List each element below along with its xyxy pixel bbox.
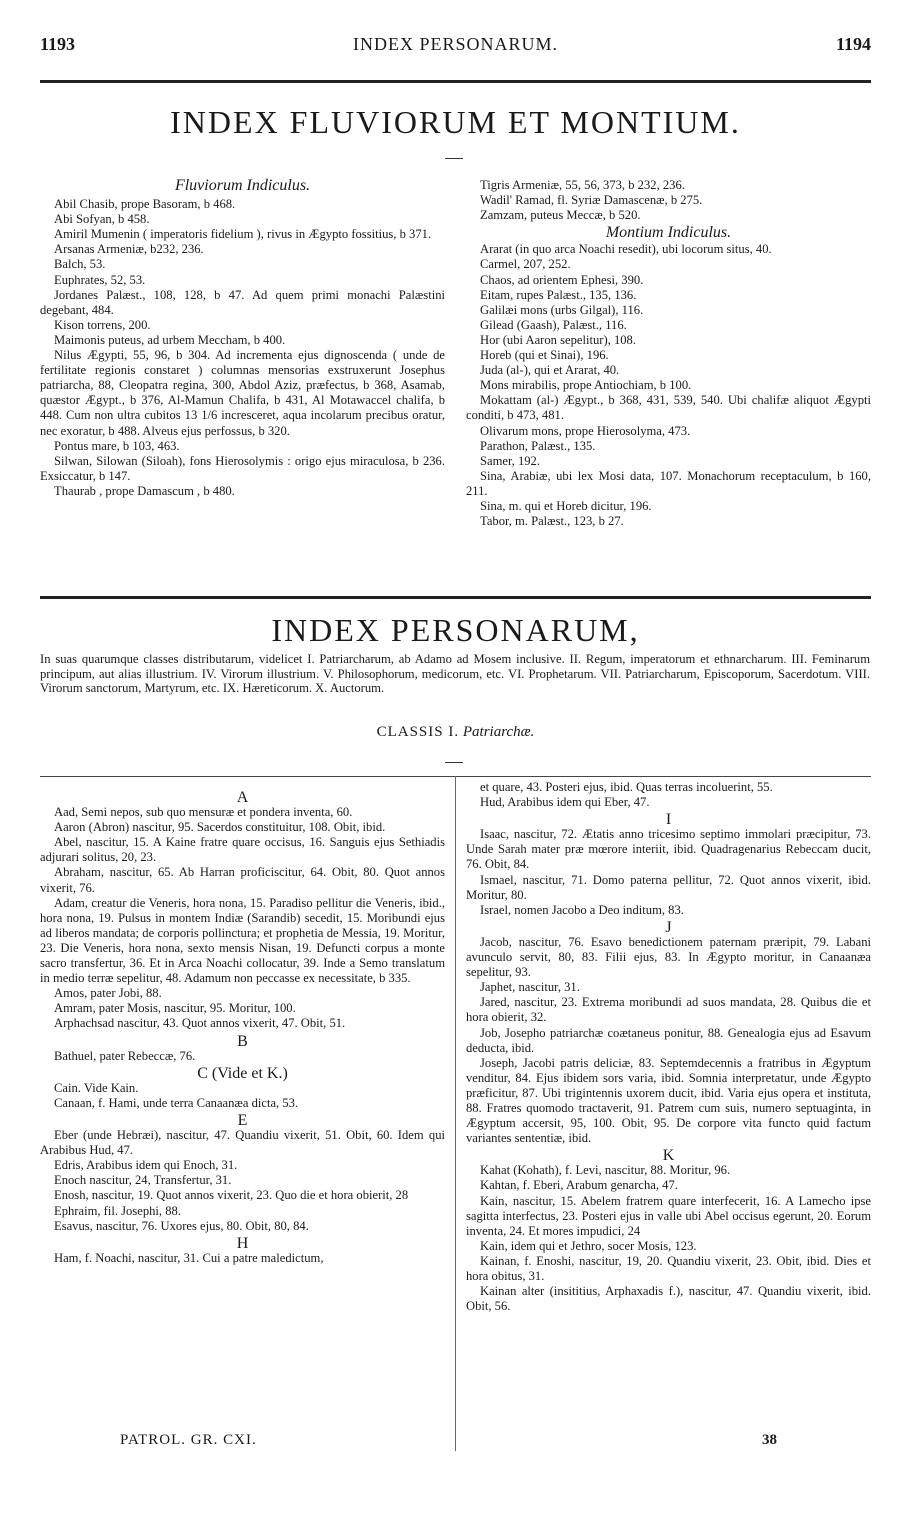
index-entry: Ham, f. Noachi, nascitur, 31. Cui a patre maledictum, — [54, 1250, 324, 1265]
index-entry: Tigris Armeniæ, 55, 56, 373, b 232, 236. — [480, 178, 685, 192]
index-entry: Enoch nascitur, 24, Transfertur, 31. — [54, 1173, 232, 1188]
index-entry: Kainan alter (insititius, Arphaxadis f.), nascitur, 47. Quandiu vixerit, ibid. Obit, 56. — [466, 1284, 871, 1314]
rivers-list — [40, 197, 445, 499]
letter-c: C (Vide et K.) — [197, 1064, 288, 1082]
rivers-list-continued — [466, 178, 871, 223]
letter-i: I — [665, 811, 672, 829]
k-entries — [466, 1163, 871, 1314]
index-entry: Amram, pater Mosis, nascitur, 95. Moritur, 100. — [54, 1001, 296, 1016]
classis-label: CLASSIS I. — [376, 724, 460, 740]
running-title: INDEX PERSONARUM. — [352, 34, 558, 54]
i-entries — [466, 827, 871, 918]
index-entry: Kain, idem qui et Jethro, socer Mosis, 123. — [480, 1238, 697, 1253]
index-entry: Abraham, nascitur, 65. Ab Harran proficiscitur, 64. Obit, 80. Quot annos vixerit, 76. — [40, 865, 445, 895]
classis-heading — [0, 724, 911, 741]
j-entries — [466, 935, 871, 1146]
index-entry: Job, Josepho patriarchæ coætaneus ponitur, 88. Genealogia ejus ad Esavum deducta, ibid. — [466, 1025, 871, 1055]
mountains-list — [466, 242, 871, 529]
index-entry: Nilus Ægypti, 55, 96, b 304. Ad incrementa ejus dignoscenda ( unde de fertilitate regionis constaret ) columnas mensorias exstruxerunt Josephus patriarcha, 88, Cleopatra regina, 300, Abdol Aziz, præfectus, b 368, Asamab, quæstor Ægypt., b 376, Al-Mamun Chalifa, b 431, Al Motawaccel chalifa, b 448. Cum non ultra cubitos 13 1/6 incresceret, aqua incolarum precibus oratur, nec exoratur, b 488. Alveus ejus perfossus, b 320. — [40, 348, 445, 438]
index-entry: Jordanes Palæst., 108, 128, b 47. Ad quem primi monachi Palæstini degebant, 484. — [40, 287, 445, 317]
mountains-column — [466, 178, 871, 529]
index-entry: Amiril Mumenin ( imperatoris fidelium ), rivus in Ægypto fossitius, b 371. — [54, 227, 432, 242]
title-dash — [445, 158, 463, 159]
running-header — [40, 34, 871, 58]
index-entry: Kain, nascitur, 15. Abelem fratrem quare interfecerit, 16. A Lamecho ipse sagitta interfectus, 23. Posteri ejus in valle ubi Abel occisus egerunt, 20. Eorum inventa, 24. Et mores impudici, 24 — [466, 1193, 871, 1238]
index-entry: Enosh, nascitur, 19. Quot annos vixerit, 23. Quo die et hora obierit, 28 — [54, 1188, 409, 1203]
index-entry: Chaos, ad orientem Ephesi, 390. — [480, 272, 644, 287]
index-entry: Jared, nascitur, 23. Extrema moribundi ad suos mandata, 28. Quibus die et hora obierit, 32. — [466, 995, 871, 1025]
index-entry: Eitam, rupes Palæst., 135, 136. — [480, 287, 637, 302]
letter-b: B — [237, 1032, 248, 1050]
index-entry: Isaac, nascitur, 72. Ætatis anno tricesimo septimo immolari præcipitur, 73. Unde Sarah mater præ mœrore interiit, ibid. Quadragenarius Rebeccam ducit, 76. Obit, 84. — [466, 827, 871, 872]
index-entry: Mons mirabilis, prope Antiochiam, b 100. — [480, 378, 692, 393]
classis-dash — [445, 762, 463, 763]
index-entry: Cain. Vide Kain. — [54, 1080, 139, 1095]
b-entries — [40, 1049, 445, 1064]
index-entry: Galilæi mons (urbs Gilgal), 116. — [480, 302, 644, 317]
index-entry: Euphrates, 52, 53. — [54, 272, 146, 287]
index-entry: Kahat (Kohath), f. Levi, nascitur, 88. Moritur, 96. — [480, 1163, 731, 1178]
classis-name: Patriarchæ. — [462, 724, 535, 740]
c-entries — [40, 1081, 445, 1111]
index-entry: Olivarum mons, prope Hierosolyma, 473. — [480, 423, 691, 438]
index-entry: Amos, pater Jobi, 88. — [54, 986, 162, 1001]
letter-a: A — [236, 789, 249, 806]
index-entry: Wadil' Ramad, fl. Syriæ Damascenæ, b 275. — [480, 193, 703, 208]
index-entry: Juda (al-), qui et Ararat, 40. — [480, 363, 620, 378]
page-number-left: 1193 — [40, 34, 76, 54]
index-entry: Edris, Arabibus idem qui Enoch, 31. — [54, 1158, 238, 1173]
index-entry: Ismael, nascitur, 71. Domo paterna pellitur, 72. Quot annos vixerit, ibid. Moritur, 80. — [466, 872, 871, 902]
index-entry: Samer, 192. — [480, 453, 541, 468]
index-entry: Esavus, nascitur, 76. Uxores ejus, 80. Obit, 80, 84. — [54, 1218, 309, 1233]
index-entry: Silwan, Silowan (Siloah), fons Hierosolymis : origo ejus miraculosa, b 236. Exsiccatur, b 147. — [40, 453, 445, 483]
index-entry: Abel, nascitur, 15. A Kaine fratre quare occisus, 16. Sanguis ejus Sethiadis adjurari solitus, 20, 23. — [40, 835, 445, 865]
letter-k: K — [662, 1147, 675, 1165]
index-entry: Kahtan, f. Eberi, Arabum genarcha, 47. — [480, 1178, 678, 1193]
index-entry: Eber (unde Hebræi), nascitur, 47. Quandiu vixerit, 51. Obit, 60. Idem qui Arabibus Hud, 47. — [40, 1128, 445, 1158]
index-entry: Sina, m. qui et Horeb dicitur, 196. — [480, 498, 652, 513]
a-entries — [40, 805, 445, 1031]
section1-title: INDEX FLUVIORUM ET MONTIUM. — [170, 104, 741, 140]
index-entry: Kison torrens, 200. — [54, 317, 151, 332]
index-entry: Abi Sofyan, b 458. — [54, 212, 150, 227]
section-rule — [40, 596, 871, 599]
index-entry: Israel, nomen Jacobo a Deo inditum, 83. — [480, 902, 684, 917]
index-entry: Adam, creatur die Veneris, hora nona, 15. Paradiso pellitur die Veneris, ibid., hora nona, 19. Pulsus in montem Indiæ (Sarandib) secedit, 15. Moribundi ejus ad liberos mandata; de corporis pollinctura; et prophetia de Messia, 19. Moritur, 23. Die Veneris, hora nona, sexto mensis Nisan, 19. Defuncti corpus a monte sacro transfertur, 36. Et in Arca Noachi collocatur, 39. Inde a Semo translatum in medio terræ sepelitur, 48. Adamum non peccasse ex necessitate, b 335. — [40, 895, 445, 986]
index-entry: Canaan, f. Hami, unde terra Canaanæa dicta, 53. — [54, 1095, 299, 1110]
index-entry: Kainan, f. Enoshi, nascitur, 19, 20. Quandiu vixerit, 23. Obit, ibid. Dies et hora obitus, 31. — [466, 1253, 871, 1283]
index-entry: Abil Chasib, prope Basoram, b 468. — [54, 197, 236, 212]
index-entry: Balch, 53. — [54, 257, 106, 272]
index-entry: Aad, Semi nepos, sub quo mensuræ et pondera inventa, 60. — [54, 805, 353, 820]
index-entry: Aaron (Abron) nascitur, 95. Sacerdos constituitur, 108. Obit, ibid. — [54, 820, 386, 835]
index-entry: Parathon, Palæst., 135. — [480, 438, 596, 453]
header-rule — [40, 80, 871, 83]
h-entries — [40, 1251, 445, 1266]
index-entry: Ararat (in quo arca Noachi resedit), ubi locorum situs, 40. — [480, 242, 772, 257]
index-entry: Horeb (qui et Sinai), 196. — [480, 348, 609, 363]
section2-intro: In suas quarumque classes distributarum, videlicet I. Patriarcharum, ab Adamo ad Mosem inclusive. II. Regum, imperatorum et ethnarcharum. III. Feminarum principum, aut alias illustrium. IV. Virorum illustrium. V. Philosophorum, medicorum, etc. VI. Prophetarum. VII. Patriarcharum, Episcoporum, Sacerdotum. VIII. Virorum sanctorum, Martyrum, etc. IX. Hæreticorum. X. Auctorum. — [40, 652, 870, 695]
index-entry: Arphachsad nascitur, 43. Quot annos vixerit, 47. Obit, 51. — [54, 1016, 346, 1031]
page-number-right: 1194 — [835, 34, 871, 54]
index-entry: Japhet, nascitur, 31. — [480, 980, 580, 995]
index-entry: Sina, Arabiæ, ubi lex Mosi data, 107. Monachorum receptaculum, b 160, 211. — [466, 468, 871, 498]
index-entry: Arsanas Armeniæ, b232, 236. — [54, 242, 204, 257]
rivers-column — [40, 178, 445, 499]
index-entry: Jacob, nascitur, 76. Esavo benedictionem paternam præripit, 79. Labani avunculo servit, 80, 83. Filii ejus, 83. In Ægypto moritur, in Canaanæa sepelitur, 93. — [466, 934, 871, 980]
persons-right-column — [466, 780, 871, 1314]
index-entry: Hud, Arabibus idem qui Eber, 47. — [480, 795, 650, 810]
h-entries-continued — [466, 780, 871, 810]
index-entry: Mokattam (al-) Ægypt., b 368, 431, 539, 540. Ubi chalifæ aliquot Ægypti conditi, b 473, 481. — [466, 393, 871, 423]
index-entry: Bathuel, pater Rebeccæ, 76. — [54, 1048, 196, 1063]
mountains-subtitle: Montium Indiculus. — [605, 224, 732, 242]
index-entry: Joseph, Jacobi patris deliciæ, 83. Septemdecennis a fratribus in Ægyptum venditur, 84. Ejus ibidem sors varia, ibid. Somnia interpretatur, unde Ægypto præficitur, 87. Ubi trigintennis uxorem ducit, ibid. Varia ejus opera et instituta, 88. Fratres quomodo tractaverit, 91. Patrem cum suis, numero septuaginta, in Ægyptum accersit, 95, 100. Obit, 95. De corpore vita functo quid factum variantes sententiæ, ibid. — [466, 1055, 871, 1146]
footer-sheet-number: 38 — [762, 1432, 777, 1448]
index-entry: Pontus mare, b 103, 463. — [54, 438, 180, 453]
index-entry: Zamzam, puteus Meccæ, b 520. — [480, 208, 641, 223]
index-entry: Ephraim, fil. Josephi, 88. — [54, 1203, 181, 1218]
rivers-subtitle: Fluviorum Indiculus. — [174, 177, 311, 194]
persons-left-column — [40, 788, 445, 1266]
letter-h: H — [236, 1234, 249, 1252]
index-entry: Hor (ubi Aaron sepelitur), 108. — [480, 332, 636, 347]
letter-j: J — [665, 918, 672, 936]
footer-volume: PATROL. GR. CXI. — [120, 1432, 257, 1448]
section2-title: INDEX PERSONARUM, — [271, 612, 640, 648]
index-entry: Gilead (Gaash), Palæst., 116. — [480, 317, 627, 332]
index-entry: Carmel, 207, 252. — [480, 257, 571, 272]
index-entry: et quare, 43. Posteri ejus, ibid. Quas terras incoluerint, 55. — [480, 780, 773, 794]
column-separator — [455, 776, 456, 1451]
index-entry: Thaurab , prope Damascum , b 480. — [54, 483, 235, 498]
index-entry: Tabor, m. Palæst., 123, b 27. — [480, 514, 624, 529]
index-entry: Maimonis puteus, ad urbem Meccham, b 400. — [54, 332, 286, 347]
e-entries — [40, 1128, 445, 1234]
letter-e: E — [237, 1111, 248, 1129]
